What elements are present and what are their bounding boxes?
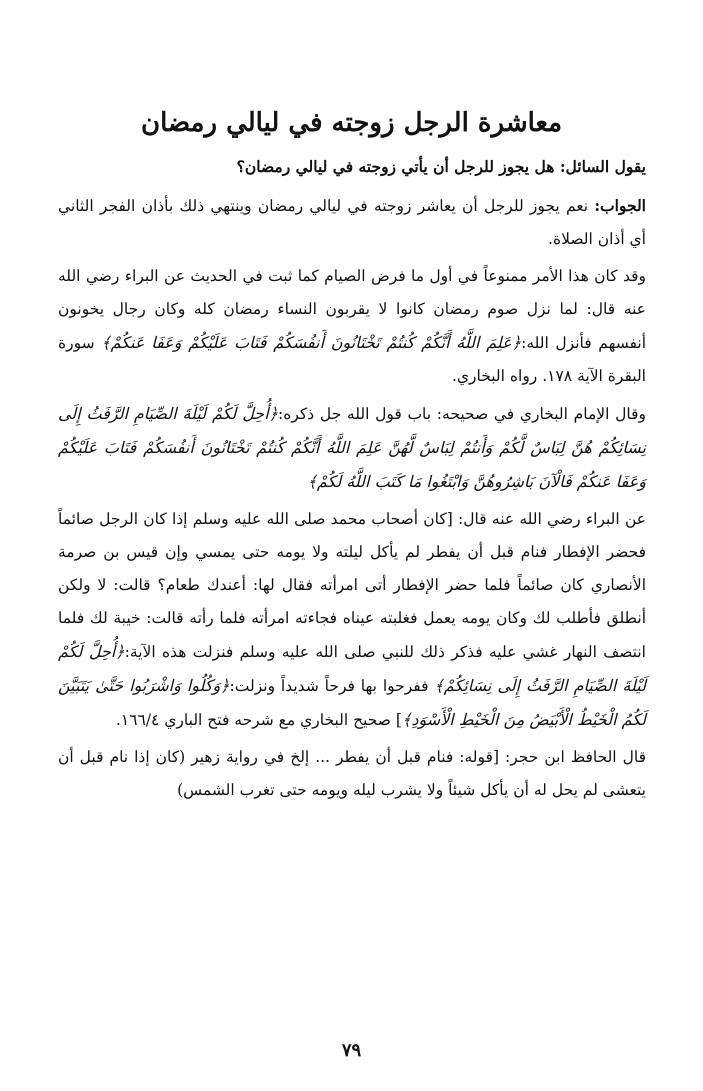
quran-verse-4: ﴿وَكُلُوا وَاشْرَبُوا حَتَّىٰ يَتَبَيَّنَ لَكُمُ الْخَيْطُ الْأَبْيَضُ مِنَ الْخَيْطِ الْأَسْوَدِ﴾: [58, 676, 646, 729]
page-number: ٧٩: [341, 1040, 362, 1061]
answer-text: نعم يجوز للرجل أن يعاشر زوجته في ليالي رمضان وينتهي ذلك بأذان الفجر الثاني أي أذان الصلاة.: [58, 197, 646, 248]
hadith-text: عن البراء رضي الله عنه قال: [كان أصحاب محمد صلى الله عليه وسلم إذا كان الرجل صائماً فحضر الإفطار فنام قبل أن يفطر لم يأكل ليلته ولا يومه حتى يمسي وإن قيس بن صرمة الأنصاري كان صائماً فلما حضر الإفطار أتى امرأته فقال لها: أعندك طعام؟ قالت: لا ولكن أنطلق فأطلب لك وكان يومه يعمل فغلبته عيناه فجاءته امرأته فلما رأته قالت: خيبة لك فلما انتصف النهار غشي عليه فذكر ذلك للنبي صلى الله عليه وسلم فنزلت هذه الآية:: [58, 510, 646, 661]
bukhari-text: وقال الإمام البخاري في صحيحه: باب قول الله جل ذكره:: [278, 405, 646, 423]
answer-label: الجواب:: [594, 196, 646, 215]
answer-paragraph: [58, 189, 646, 256]
question-paragraph: يقول السائل: هل يجوز للرجل أن يأتي زوجته في ليالي رمضان؟: [236, 157, 646, 176]
history-text: وقد كان هذا الأمر ممنوعاً في أول ما فرض الصيام كما ثبت في الحديث عن البراء رضي الله عنه قال: لما نزل صوم رمضان كانوا لا يقربون النساء رمضان كله وكان رجال يخونون أنفسهم فأنزل الله:: [58, 267, 647, 352]
history-paragraph: [58, 260, 646, 393]
page-title: معاشرة الرجل زوجته في ليالي رمضان: [140, 108, 563, 138]
quran-verse-3: ﴿أُحِلَّ لَكُمْ لَيْلَةَ الصِّيَامِ الرَّفَثُ إِلَى نِسَائِكُمْ﴾: [58, 642, 646, 695]
bukhari-paragraph: [58, 397, 646, 499]
history-reference: سورة البقرة الآية ١٧٨. رواه البخاري.: [58, 334, 646, 385]
ibn-hajar-paragraph: قال الحافظ ابن حجر: [قوله: فنام قبل أن يفطر ... إلخ في رواية زهير (كان إذا نام قبل أن يتعشى لم يحل له أن يأكل شيئاً ولا يشرب ليله ويومه حتى تغرب الشمس): [58, 748, 646, 799]
quran-verse-1: ﴿عَلِمَ اللَّهُ أَنَّكُمْ كُنتُمْ تَخْتَانُونَ أَنفُسَكُمْ فَتَابَ عَلَيْكُمْ وَعَفَا عَنكُمْ﴾: [101, 333, 522, 352]
quran-verse-2: ﴿أُحِلَّ لَكُمْ لَيْلَةَ الصِّيَامِ الرَّفَثُ إِلَى نِسَائِكُمْ هُنَّ لِبَاسٌ لَّكُمْ وَأَنتُمْ لِبَاسٌ لَّهُنَّ عَلِمَ اللَّهُ أَنَّكُمْ كُنتُمْ تَخْتَانُونَ أَنفُسَكُمْ فَتَابَ عَلَيْكُمْ وَعَفَا عَنكُمْ فَالْآنَ بَاشِرُوهُنَّ وَابْتَغُوا مَا كَتَبَ اللَّهُ لَكُمْ﴾: [58, 404, 646, 491]
body-text: [58, 150, 646, 811]
hadith-text-2: ففرحوا بها فرحاً شديداً ونزلت:: [229, 677, 435, 695]
hadith-reference: ] صحيح البخاري مع شرحه فتح الباري ١٦٦/٤.: [115, 711, 402, 729]
hadith-paragraph: [58, 503, 646, 737]
